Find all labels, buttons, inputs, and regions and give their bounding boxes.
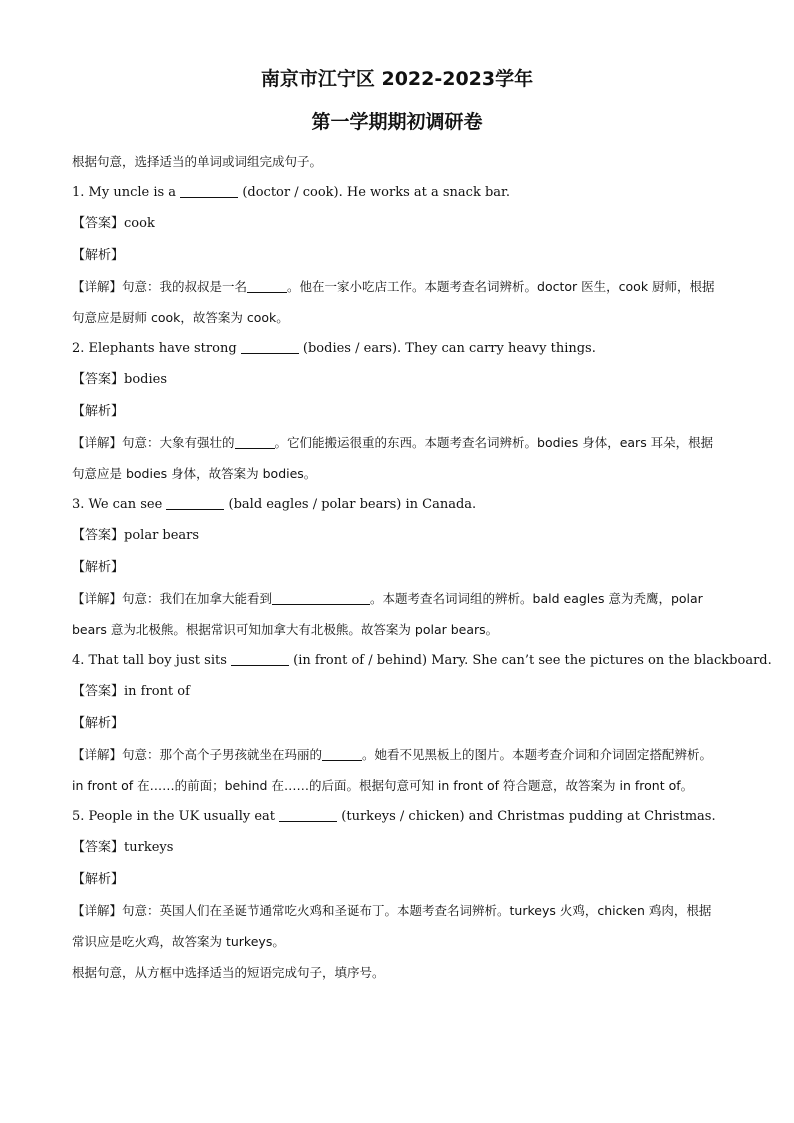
answer-value: polar bears bbox=[124, 528, 200, 544]
detail-text: 【详解】句意：英国人们在圣诞节通常吃火鸡和圣诞布丁。本题考查名词辨析。turkeys 火鸡，chicken 鸡肉，根据常识应是吃火鸡，故答案为 turkeys。 bbox=[72, 902, 712, 950]
answer-blank bbox=[279, 808, 337, 822]
question-text: 4. That tall boy just sits (in front of / behind) Mary. She can’t see the pictures on the blackboard. bbox=[72, 653, 772, 669]
answer-line bbox=[72, 676, 722, 707]
answer-value: turkeys bbox=[124, 840, 174, 856]
answer-value: bodies bbox=[124, 372, 168, 388]
analysis-label: 【解析】 bbox=[72, 715, 125, 731]
answer-blank bbox=[241, 340, 299, 354]
question-block-3 bbox=[72, 489, 722, 645]
answer-blank bbox=[166, 496, 224, 510]
answer-line bbox=[72, 364, 722, 395]
detail-text: 【详解】句意：大象有强壮的 。它们能搬运很重的东西。本题考查名词辨析。bodies 身体，ears 耳朵，根据句意应是 bodies 身体，故答案为 bodies。 bbox=[72, 434, 714, 482]
detail-text: 【详解】句意：我们在加拿大能看到 。本题考查名词词组的辨析。bald eagles 意为秃鹰，polar bears 意为北极熊。根据常识可知加拿大有北极熊。故答案为 polar bears。 bbox=[72, 590, 703, 638]
analysis-label: 【解析】 bbox=[72, 559, 125, 575]
analysis-label: 【解析】 bbox=[72, 403, 125, 419]
answer-label: 【答案】 bbox=[72, 216, 125, 232]
answer-label: 【答案】 bbox=[72, 840, 125, 856]
analysis-label: 【解析】 bbox=[72, 871, 125, 887]
question-text: 3. We can see (bald eagles / polar bears) in Canada. bbox=[72, 497, 477, 513]
answer-value: in front of bbox=[124, 684, 190, 700]
answer-line bbox=[72, 208, 722, 239]
section2-instruction: 根据句意，从方框中选择适当的短语完成句子，填序号。 bbox=[72, 965, 385, 981]
detail-blank bbox=[235, 435, 275, 449]
detail-blank bbox=[322, 747, 362, 761]
question-block-5 bbox=[72, 801, 722, 957]
detail-text: 【详解】句意：我的叔叔是一名 。他在一家小吃店工作。本题考查名词辨析。doctor 医生，cook 厨师，根据句意应是厨师 cook，故答案为 cook。 bbox=[72, 278, 715, 326]
answer-label: 【答案】 bbox=[72, 372, 125, 388]
detail-blank bbox=[272, 591, 370, 605]
question-text: 2. Elephants have strong (bodies / ears). They can carry heavy things. bbox=[72, 341, 596, 357]
answer-value: cook bbox=[124, 216, 155, 232]
analysis-label: 【解析】 bbox=[72, 247, 125, 263]
question-text: 1. My uncle is a (doctor / cook). He works at a snack bar. bbox=[72, 185, 510, 201]
answer-blank bbox=[180, 184, 238, 198]
question-block-4 bbox=[72, 645, 772, 801]
question-text: 5. People in the UK usually eat (turkeys / chicken) and Christmas pudding at Christmas. bbox=[72, 809, 716, 825]
answer-label: 【答案】 bbox=[72, 684, 125, 700]
question-block-2 bbox=[72, 333, 722, 489]
detail-blank bbox=[247, 279, 287, 293]
section1-instruction: 根据句意，选择适当的单词或词组完成句子。 bbox=[72, 154, 323, 169]
document-title: 南京市江宁区 2022-2023学年 bbox=[260, 68, 534, 90]
question-block-1 bbox=[72, 177, 722, 333]
answer-line bbox=[72, 520, 722, 551]
answer-line bbox=[72, 832, 722, 863]
answer-blank bbox=[231, 652, 289, 666]
answer-label: 【答案】 bbox=[72, 528, 125, 544]
detail-text: 【详解】句意：那个高个子男孩就坐在玛丽的 。她看不见黑板上的图片。本题考查介词和介词固定搭配辨析。in front of 在……的前面；behind 在……的后面。根据句意可知 in front of 符合题意，故答案为 in front of。 bbox=[72, 746, 713, 794]
document-subtitle: 第一学期期初调研卷 bbox=[311, 111, 483, 133]
